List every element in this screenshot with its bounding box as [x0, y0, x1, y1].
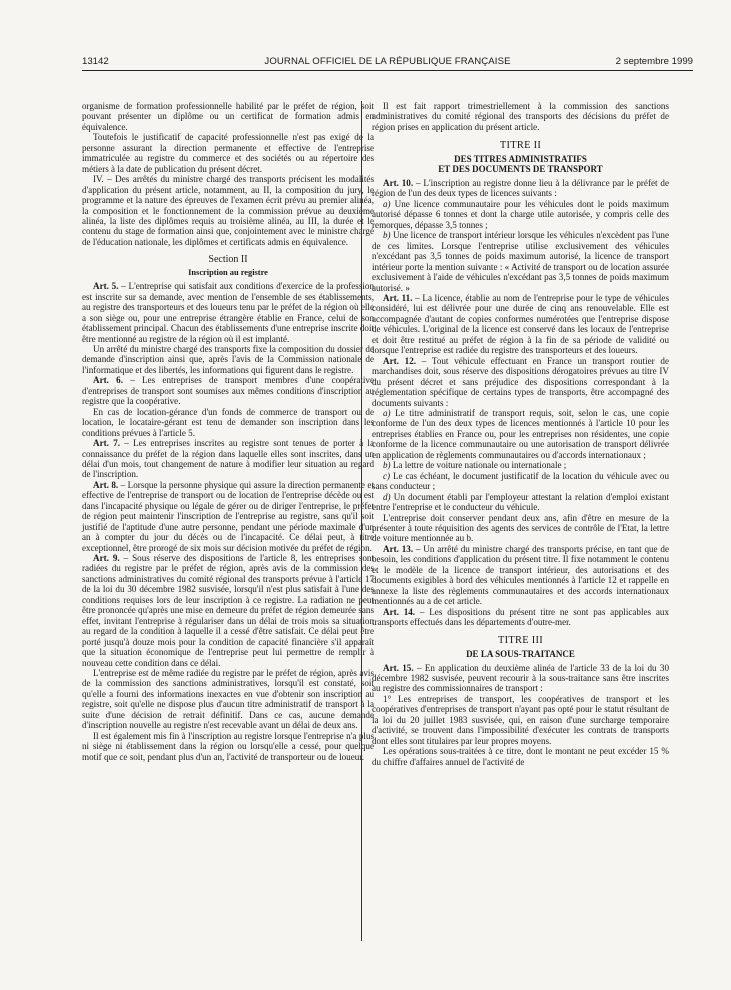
section-heading: Section II [208, 254, 248, 266]
journal-title: JOURNAL OFFICIEL DE LA RÉPUBLIQUE FRANÇAISE [264, 56, 511, 67]
article-label: Art. 10. [383, 178, 414, 188]
article-paragraph [82, 375, 374, 406]
list-item [372, 199, 669, 230]
item-letter: b) [383, 460, 391, 471]
article-text: – L'inscription au registre donne lieu à la délivrance par le préfet de région de l'un des deux types de licences suivants : [372, 178, 669, 199]
right-column [372, 101, 669, 767]
article-text: – La licence, établie au nom de l'entreprise pour le type de véhicules considéré, lui est délivrée pour une durée de cinq ans renouvelable. Elle est accompagnée d'autant de copies conformes numérotées que l'entreprise dispose de véhicules. L'original de la licence est conservé dans les locaux de l'entreprise et doit être restitué au préfet de région à la fin de sa période de validité ou lorsque l'entreprise est radiée du registre des transporteurs et des loueurs. [372, 292, 670, 356]
paragraph: En cas de location-gérance d'un fonds de commerce de transport ou de location, le locataire-gérant est tenu de demander son inscription dans les conditions prévues à l'article 5. [82, 406, 374, 438]
paragraph: Toutefois le justificatif de capacité professionnelle n'est pas exigé de la personne assurant la direction permanente et effective de l'entreprise immatriculée au registre du commerce et des sociétés ou au répertoire des métiers à la date de publication du présent décret. [82, 132, 374, 174]
article-text: – Un arrêté du ministre chargé des transports précise, en tant que de besoin, les conditions d'application du présent titre. Il fixe notamment le contenu et le modèle de la licence de transport intérieur, des autorisations et des documents exigibles à bord des véhicules mentionnés à l'article 12 et rappelle en annexe la liste des règlements communautaires et des accords internationaux mentionnés au a de cet article. [372, 543, 669, 607]
item-text: Le titre administratif de transport requis, soit, selon le cas, une copie conforme de l'un des deux types de licences mentionnés à l'article 10 pour les entreprises établies en France ou, pour les entreprises non résidentes, une copie conforme de la licence communautaire ou une autorisation de transport délivrée en application de règlements communautaires ou d'accords internationaux ; [372, 407, 669, 460]
article-text: – Tout véhicule effectuant en France un transport routier de marchandises doit, sous réserve des dispositions dérogatoires prévues au titre IV du présent décret et sans préjudice des dispositions correspondant à la réglementation spécifique de certains types de transports, être accompagné des documents suivants : [372, 355, 669, 408]
article-label: Art. 8. [93, 479, 119, 490]
article-label: Art. 5. [93, 281, 119, 292]
title-subheading: DES TITRES ADMINISTRATIFS [454, 153, 587, 164]
article-paragraph [372, 178, 669, 199]
item-text: Une licence communautaire pour les véhicules dont le poids maximum autorisé dépasse 6 tonnes et dont la charge utile autorisée, y compris celle des remorques, dépasse 3,5 tonnes ; [372, 198, 669, 230]
paragraph: Il est également mis fin à l'inscription au registre lorsque l'entreprise n'a plus ni siège ni établissement dans la région ou lorsqu'elle a cessé, pour quelque motif que ce soit, pendant plus d'un an, l'activité de transporteur ou de loueur. [82, 730, 374, 762]
list-item [372, 408, 669, 460]
page-number: 13142 [82, 56, 109, 67]
article-label: Art. 6. [93, 375, 123, 386]
article-paragraph [372, 356, 669, 408]
article-text: – Les entreprises de transport membres d'une coopérative d'entreprises de transport sont soumises aux mêmes conditions d'inscription au registre que la coopérative. [82, 375, 375, 407]
item-letter: a) [383, 198, 391, 209]
article-paragraph [372, 544, 669, 607]
article-text: – L'entreprise qui satisfait aux conditions d'exercice de la profession est inscrite sur sa demande, avec mention de l'ensemble de ses établissements, au registre des transporteurs et des loueurs tenu par le préfet de la région où elle a son siège ou, pour une entreprise étrangère établie en France, celui de son établissement principal. Chacun des établissements d'une entreprise inscrite doit être mentionné au registre de la région où il est implanté. [82, 281, 375, 344]
paragraph: organisme de formation professionnelle habilité par le préfet de région, soit pouvant présenter un diplôme ou un certificat de formation admis en équivalence. [82, 101, 374, 132]
article-text: – Sous réserve des dispositions de l'article 8, les entreprises sont radiées du registre par le préfet de région, après avis de la commission des sanctions administratives du comité régional des transports prévue à l'article 17 de la loi du 30 décembre 1982 susvisée, lorsqu'il n'est plus satisfait à l'une des conditions requises lors de leur inscription à ce registre. La radiation ne peut être prononcée qu'après une mise en demeure du préfet de région demeurée sans effet, invitant l'entreprise à régulariser dans un délai de trois mois sa situation au regard de la condition à laquelle il a cessé d'être satisfait. Ce délai peut être porté jusqu'à douze mois pour la condition de capacité financière s'il apparaît que la situation économique de l'entreprise peut lui permettre de remplir à nouveau cette condition dans ce délai. [82, 553, 375, 668]
article-text: – Lorsque la personne physique qui assure la direction permanente et effective de l'entreprise de transport ou de location de l'entreprise décède ou est dans l'incapacité physique ou légale de gérer ou de diriger l'entreprise, le préfet de région peut maintenir l'inscription de l'entreprise au registre, sans qu'il soit justifié de l'aptitude d'une autre personne, pendant une période maximale d'un an à compter du jour du décès ou de l'incapacité. Ce délai peut, à titre exceptionnel, être prorogé de six mois sur décision motivée du préfet de région. [82, 479, 374, 553]
item-text: Le cas échéant, le document justificatif de la location du véhicule avec ou sans conducteur ; [372, 470, 669, 492]
paragraph: L'entreprise est de même radiée du registre par le préfet de région, après avis de la commission des sanctions administratives, lorsqu'il est constaté, soit qu'elle a fourni des informations inexactes en vue d'obtenir son inscription au registre, soit qu'elle ne dispose plus d'aucun titre administratif de transport à la suite d'une décision de retrait définitif. Dans ce cas, aucune demande d'inscription nouvelle au registre n'est recevable avant un délai de deux ans. [82, 668, 374, 731]
paragraph: Il est fait rapport trimestriellement à la commission des sanctions administratives du comité régional des transports des décisions du préfet de région prises en application du présent article. [372, 101, 669, 132]
article-label: Art. 9. [93, 553, 120, 564]
paragraph: 1° Les entreprises de transport, les coopératives de transport et les coopératives d'entreprises de transport n'ayant pas opté pour le statut résultant de la loi du 20 juillet 1983 susvisée, qui, en raison d'une surcharge temporaire d'activité, se trouvent dans l'impossibilité d'exécuter les contrats de transports dont elles sont titulaires par leur propres moyens. [372, 693, 669, 746]
article-paragraph [82, 480, 374, 553]
item-text: Un document établi par l'employeur attestant la relation d'emploi existant entre l'entreprise et le conducteur du véhicule. [372, 491, 669, 513]
item-letter: d) [383, 491, 391, 502]
article-label: Art. 11. [383, 292, 413, 303]
title-heading: TITRE II [499, 140, 542, 152]
article-paragraph [82, 438, 374, 480]
item-letter: c) [383, 470, 391, 481]
title-subheading: ET DES DOCUMENTS DE TRANSPORT [438, 164, 603, 175]
left-column [82, 101, 374, 762]
article-paragraph [372, 293, 669, 356]
page-header [82, 53, 693, 67]
title-heading: TITRE III [497, 635, 544, 647]
paragraph: Un arrêté du ministre chargé des transports fixe la composition du dossier de demande d'inscription ainsi que, après l'avis de la Commission nationale de l'informatique et des libertés, les informations qui figurent dans le registre. [82, 343, 374, 375]
paragraph: Les opérations sous-traitées à ce titre, dont le montant ne peut excéder 15 % du chiffre d'affaires annuel de l'activité de [372, 746, 669, 767]
section-subheading: Inscription au registre [188, 267, 268, 277]
article-text: – Les dispositions du présent titre ne sont pas applicables aux transports effectués dans les départements d'outre-mer. [372, 606, 670, 628]
publication-date: 2 septembre 1999 [615, 56, 693, 67]
list-item [372, 230, 669, 293]
article-label: Art. 12. [383, 355, 417, 366]
list-item [372, 460, 669, 470]
list-item [372, 471, 669, 492]
header-rule [82, 70, 693, 71]
item-text: Une licence de transport intérieur lorsque les véhicules n'excèdent pas l'une de ces limites. Lorsque l'entreprise utilise exclusivement des véhicules n'excédant pas 3,5 tonnes de poids maximum autorisé, la licence de transport intérieur porte la mention suivante : « Activité de transport ou de location assurée exclusivement à l'aide de véhicules n'excédant pas 3,5 tonnes de poids maximum autorisé. » [372, 230, 669, 293]
article-paragraph [82, 281, 374, 344]
item-text: La lettre de voiture nationale ou internationale ; [390, 460, 567, 471]
item-letter: b) [383, 230, 391, 241]
article-label: Art. 15. [383, 662, 414, 673]
article-label: Art. 13. [383, 543, 414, 554]
title-subheading: DE LA SOUS-TRAITANCE [466, 648, 575, 659]
article-label: Art. 14. [383, 606, 416, 617]
column-divider [361, 101, 362, 941]
article-paragraph [82, 553, 374, 668]
article-paragraph [372, 663, 669, 694]
article-text: – Les entreprises inscrites au registre sont tenues de porter à la connaissance du préfet de la région dans laquelle elles sont inscrites, dans un délai d'un mois, tout changement de nature à modifier leur situation au regard de l'inscription. [82, 438, 374, 480]
paragraph: L'entreprise doit conserver pendant deux ans, afin d'être en mesure de la présenter à toute réquisition des agents des services de contrôle de l'Etat, la lettre de voiture mentionnée au b. [372, 512, 669, 544]
list-item [372, 492, 669, 513]
paragraph: IV. – Des arrêtés du ministre chargé des transports précisent les modalités d'application du présent article, notamment, au II, la composition du jury, le programme et la nature des épreuves de l'examen écrit prévu au premier alinéa, la composition et le fonctionnement de la commission prévue au deuxième alinéa, la liste des diplômes requis au troisième alinéa, au III, la durée et le contenu du stage de formation ainsi que, conjointement avec le ministre chargé de l'éducation nationale, les diplômes et certificats admis en équivalence. [82, 174, 374, 247]
article-paragraph [372, 607, 669, 628]
article-text: – En application du deuxième alinéa de l'article 33 de la loi du 30 décembre 1982 susvisée, peuvent recourir à la sous-traitance sans être inscrites au registre des commissionnaires de transport : [372, 662, 669, 694]
article-label: Art. 7. [93, 438, 121, 449]
item-letter: a) [383, 407, 391, 418]
